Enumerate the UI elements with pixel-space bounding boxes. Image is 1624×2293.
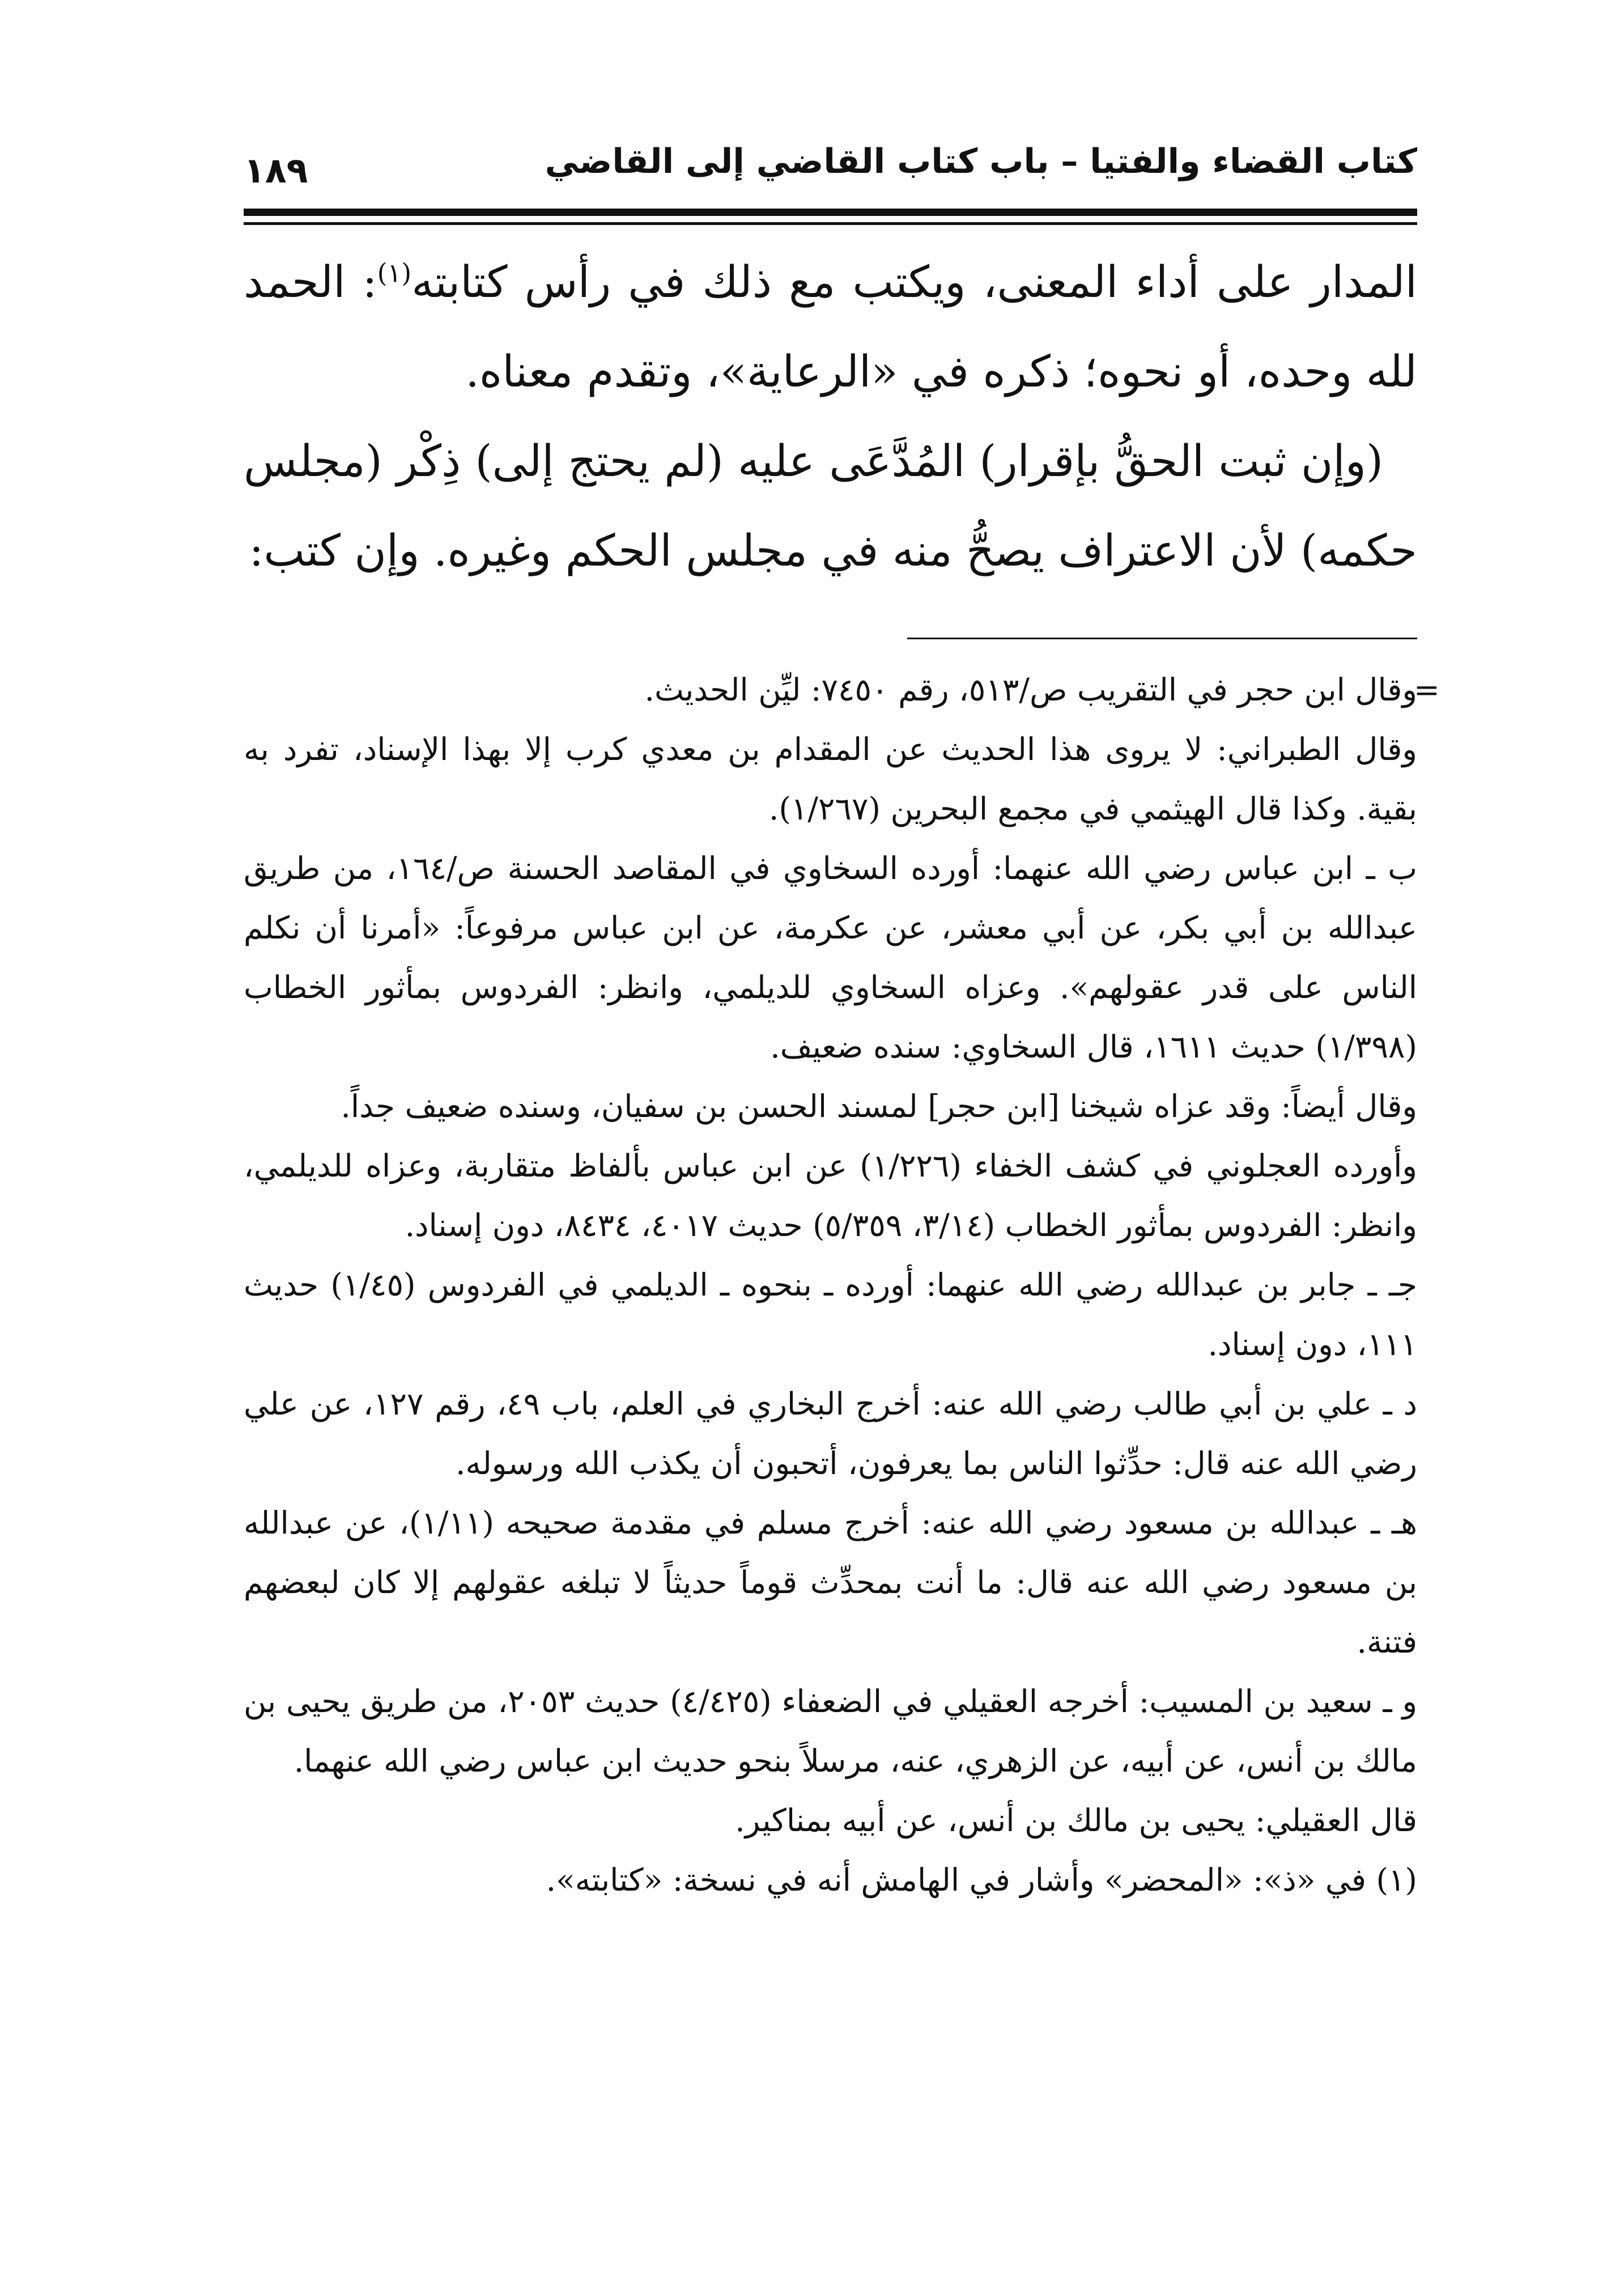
footnote-line: جـ ـ جابر بن عبدالله رضي الله عنهما: أورده ـ بنحوه ـ الديلمي في الفردوس (١/٤٥) حديث ١١١، دون إسناد. — [244, 1267, 1418, 1362]
header-rule-thin — [244, 222, 1417, 225]
main-paragraph-1-start: المدار على أداء المعنى، ويكتب مع ذلك في رأس كتابته — [411, 257, 1417, 308]
footnotes — [244, 660, 1440, 1910]
page-number: ١٨٩ — [244, 150, 308, 191]
continuation-mark: = — [1413, 672, 1440, 708]
footnote-reference: (١) — [377, 257, 412, 288]
footnote-line: (١) في «ذ»: «المحضر» وأشار في الهامش أنه في نسخة: «كتابته». — [546, 1862, 1417, 1898]
footnote-line: وقال الطبراني: لا يروى هذا الحديث عن المقدام بن معدي كرب إلا بهذا الإسناد، تفرد به بقية. وكذا قال الهيثمي في مجمع البحرين (١/٢٦٧). — [244, 731, 1417, 827]
footnote-line: وقال أيضاً: وقد عزاه شيخنا [ابن حجر] لمسند الحسن بن سفيان، وسنده ضعيف جداً. — [341, 1088, 1417, 1124]
footnote-line: هـ ـ عبدالله بن مسعود رضي الله عنه: أخرج مسلم في مقدمة صحيحه (١/١١)، عن عبدالله بن مسعود رضي الله عنه قال: ما أنت بمحدِّث قوماً حديثاً لا تبلغه عقولهم إلا كان لبعضهم فتنة. — [244, 1505, 1417, 1660]
main-paragraph-2: (وإن ثبت الحقُّ بإقرار) المُدَّعَى عليه (لم يحتج إلى) ذِكْر (مجلس حكمه) لأن الاعتراف يصحُّ منه في مجلس الحكم وغيره. وإن كتب: — [244, 436, 1417, 576]
footnote-line: قال العقيلي: يحيى بن مالك بن أنس، عن أبيه بمناكير. — [735, 1802, 1417, 1838]
footnote-line: د ـ علي بن أبي طالب رضي الله عنه: أخرج البخاري في العلم، باب ٤٩، رقم ١٢٧، عن علي رضي الله عنه قال: حدِّثوا الناس بما يعرفون، أتحبون أن يكذب الله ورسوله. — [244, 1386, 1417, 1481]
footnote-line: وقال ابن حجر في التقريب ص/٥١٣، رقم ٧٤٥٠: ليِّن الحديث. — [644, 672, 1417, 708]
footnote-line: ب ـ ابن عباس رضي الله عنهما: أورده السخاوي في المقاصد الحسنة ص/١٦٤، من طريق عبدالله بن أبي بكر، عن أبي معشر، عن عكرمة، عن ابن عباس مرفوعاً: «أمرنا أن نكلم الناس على قدر عقولهم». وعزاه السخاوي للديلمي، وانظر: الفردوس بمأثور الخطاب (١/٣٩٨) حديث ١٦١١، قال السخاوي: سنده ضعيف. — [244, 850, 1417, 1065]
running-header — [244, 142, 1417, 198]
main-paragraph-1-end: : الحمد لله وحده، أو نحوه؛ ذكره في «الرعاية»، وتقدم معناه. — [244, 257, 1417, 397]
header-title: كتاب القضاء والفتيا – باب كتاب القاضي إلى القاضي — [545, 142, 1417, 181]
main-paragraph-1 — [244, 238, 1417, 417]
footnote-separator — [907, 638, 1417, 639]
header-rule-thick — [244, 209, 1417, 216]
footnote-line: و ـ سعيد بن المسيب: أخرجه العقيلي في الضعفاء (٤/٤٢٥) حديث ٢٠٥٣، من طريق يحيى بن مالك بن أنس، عن أبيه، عن الزهري، عنه، مرسلاً بنحو حديث ابن عباس رضي الله عنهما. — [244, 1683, 1418, 1779]
main-text — [244, 238, 1417, 596]
footnote-line: وأورده العجلوني في كشف الخفاء (١/٢٢٦) عن ابن عباس بألفاظ متقاربة، وعزاه للديلمي، وانظر: الفردوس بمأثور الخطاب (٣/١٤، ٥/٣٥٩) حديث ٤٠١٧، ٨٤٣٤، دون إسناد. — [244, 1148, 1417, 1243]
